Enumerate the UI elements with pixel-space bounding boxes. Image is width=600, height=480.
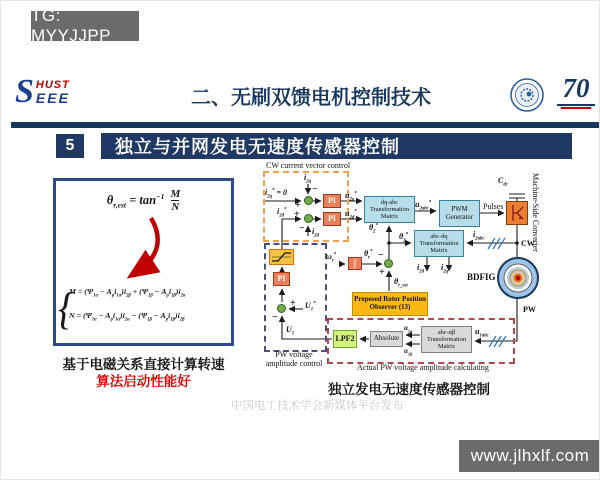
theta-equation-fraction [170,189,180,213]
theta-r-ref-label: $\theta_r^*$ [364,249,373,261]
panel-note-1: 基于电磁关系直接计算转速 [62,357,225,372]
page-title: 二、无刷双馈电机控制技术 [191,87,431,109]
u2d-ref-label: $u_{2d}^*$ [345,209,357,221]
u1abc-label: $u_{1abc}$ [475,327,489,339]
bdfig-machine-icon [496,256,540,300]
i2q-feedback-label: $i_{2q}$ [304,173,312,185]
anniversary-logo-bar [557,104,595,106]
sign-minus: − [378,250,384,261]
theta-equation [56,189,231,213]
sign-minus: − [272,312,278,323]
abc-dq-matrix-block: abc-dq Transformation Matrix [414,230,464,257]
i2q-ref-label: $i_{2q}^* = 0$ [265,188,287,200]
u2q-ref-label: $u_{2q}^*$ [345,191,357,203]
site-url: www.jlhxlf.com [470,446,590,465]
tg-badge-label: TG: MYYJJPP [31,6,112,45]
sign-plus: + [379,267,385,278]
pi-block-d: PI [323,212,341,226]
theta-equation-lhs: $\theta_{r,est} = \tan^{-1}$ [106,191,165,210]
equation-m: $M = (\Psi_{1\alpha} - A_pi_{1\alpha})i_{2\beta} + (\Psi_{1\beta} - A_pi_{1\beta})i_{2\alpha}$ [69,287,186,299]
pi-block-q: PI [323,194,341,208]
abc-alphabeta-matrix-block: abc-αβ Transformation Matrix [421,326,472,353]
society-seal-icon [509,77,545,113]
theta2-ref-label: $\theta_2^*$ [369,223,378,235]
header-divider [11,122,600,128]
theta2-ref-label-2: $\theta_2^*$ [399,232,408,244]
cw-winding-label: CW [521,239,535,248]
pwm-generator-block: PWM Generator [439,200,480,227]
platform-watermark: 中国电工技术学会新媒体平台发布 [231,400,404,412]
rotor-position-observer-block: Proposed Rotor Position Observer (13) [352,292,428,316]
i2d-ref-label: $i_{2d}^*$ [277,207,287,219]
anniversary-70-logo [553,75,599,115]
red-curve-arrow-icon [121,213,181,283]
diagram-caption: 独立发电无速度传感器控制 [328,382,490,397]
u1-beta-label: $u_{1\beta}$ [404,347,413,357]
absolute-block: Absolute [370,331,403,347]
converter-igbt-icon [508,203,526,223]
sign-plus: + [290,298,296,309]
i2abc-label: $i_{2abc}$ [473,230,485,242]
fraction-numerator: M [170,188,181,200]
sum-junction-i2d [304,214,313,223]
converter-vertical-label: Machine-Side Converter [531,173,540,252]
i2d-output-label: $i_{2d}$ [417,263,425,275]
u1-label: $U_1$ [286,325,295,337]
equation-brace: { [58,282,74,334]
cw-group-label: CW current vector control [266,161,351,170]
sum-junction-theta [384,259,393,268]
pulses-label: Pulses [483,202,504,211]
panel-note-2: 算法启动性能好 [96,374,191,389]
fraction-denominator: N [171,201,180,213]
seee-logo-eee: EEE [35,90,70,106]
pw-group-label: PW voltage amplitude control [265,350,323,368]
tg-badge [31,6,139,45]
calc-group-label: Actual PW voltage amplitude calculating [357,363,489,372]
anniversary-logo-redbar [561,107,591,109]
i2q-output-label: $i_{2q}$ [441,263,449,275]
bdfig-label: BDFIG [467,272,496,282]
seee-logo [15,73,105,111]
limiter-block [269,249,294,265]
machine-side-converter-block [506,201,528,225]
sign-plus: + [295,200,301,211]
sign-minus: − [299,223,305,234]
i2d-feedback-label: $i_{2d}$ [312,227,320,239]
integrator-block: ∫ [348,257,362,270]
section-title-bar [101,133,572,159]
sign-minus: − [312,184,318,195]
lpf2-block: LPF2 [333,330,357,348]
sum-junction-i2q [304,196,313,205]
omega-r-ref-label: $\omega_r^*$ [326,252,337,264]
theta-r-est-label: $\theta_{r\_est}$ [394,277,408,289]
equation-n: $N = (\Psi_{1\alpha} - A_pi_{1\alpha})i_{2\alpha} - (\Psi_{1\beta} - A_pi_{1\beta})i_{2\beta}$ [69,311,185,323]
pw-winding-label: PW [523,305,536,314]
pi-block-voltage: PI [273,272,290,286]
seee-logo-s: S [15,73,34,110]
section-title: 独立与并网发电无速度传感器控制 [115,137,400,157]
sum-junction-u1 [277,304,286,313]
sign-plus: + [294,209,300,220]
u2abc-ref-label: $u_{2abc}^*$ [415,200,432,212]
section-number-badge [56,134,84,158]
dq-abc-matrix-block: dq-abc Transformation Matrix [364,196,415,223]
section-number: 5 [65,137,75,154]
cdc-label: $C_{dc}$ [498,176,508,188]
anniversary-70-number: 70 [562,73,590,103]
u1-alpha-label: $u_{1\alpha}$ [404,324,413,334]
site-badge [459,440,600,472]
u1-ref-label: $U_1^*$ [305,301,316,313]
limiter-icon [270,250,293,264]
seee-logo-hust: HUST [35,79,70,91]
